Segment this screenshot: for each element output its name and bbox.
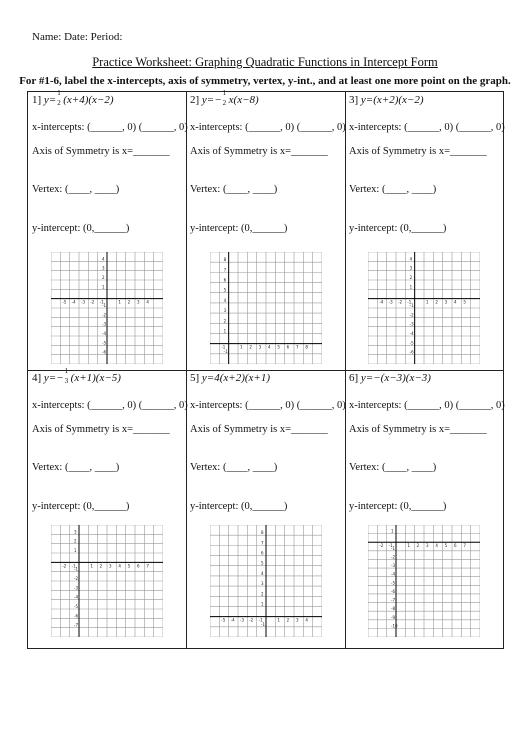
- y-tick-label: -4: [102, 331, 106, 336]
- y-tick-label: -7: [74, 622, 78, 628]
- equation-text: y=−: [201, 94, 222, 106]
- problem-equation: [349, 372, 431, 384]
- y-tick-label: -3: [74, 585, 78, 591]
- name-date-period-line: Name: Date: Period:: [32, 31, 123, 43]
- y-tick-label: -1: [102, 303, 106, 308]
- y-tick-label: 1: [102, 284, 105, 290]
- y-tick-label: 2: [409, 275, 413, 280]
- y-tick-label: 3: [261, 581, 264, 587]
- y-intercept-prompt[interactable]: y-intercept: (0,______): [349, 501, 447, 512]
- coordinate-grid[interactable]: [368, 525, 480, 637]
- y-tick-label: 2: [223, 318, 227, 324]
- axis-of-symmetry-prompt[interactable]: Axis of Symmetry is x=_______: [32, 146, 170, 157]
- y-tick-label: 4: [261, 570, 264, 576]
- y-tick-label: 3: [102, 265, 105, 271]
- instructions: For #1-6, label the x-intercepts, axis of symmetry, vertex, y-int., and at least one more point on the graph.: [19, 75, 511, 87]
- y-intercept-prompt[interactable]: y-intercept: (0,______): [32, 501, 130, 512]
- x-tick-label: 5: [444, 543, 448, 549]
- x-intercepts-prompt[interactable]: x-intercepts: (______, 0) (______, 0): [190, 122, 346, 133]
- y-tick-label: -9: [391, 614, 395, 620]
- x-tick-label: 3: [137, 299, 140, 305]
- x-tick-label: 3: [426, 543, 429, 549]
- y-tick-label: -1: [391, 545, 395, 551]
- x-tick-label: 7: [463, 543, 466, 549]
- coordinate-grid[interactable]: [51, 525, 163, 637]
- y-tick-label: -6: [74, 613, 78, 619]
- x-tick-label: 5: [463, 299, 466, 305]
- y-tick-label: -8: [391, 606, 395, 612]
- x-intercepts-prompt[interactable]: x-intercepts: (______, 0) (______, 0): [349, 400, 505, 411]
- axis-of-symmetry-prompt[interactable]: Axis of Symmetry is x=_______: [32, 424, 170, 435]
- x-intercepts-prompt[interactable]: x-intercepts: (______, 0) (______, 0): [190, 400, 346, 411]
- y-intercept-prompt[interactable]: y-intercept: (0,______): [349, 223, 447, 234]
- x-tick-label: 4: [305, 617, 308, 623]
- x-tick-label: 3: [109, 563, 112, 569]
- y-tick-label: -4: [391, 571, 395, 577]
- y-tick-label: 5: [223, 287, 227, 293]
- x-tick-label: 3: [296, 617, 299, 623]
- y-intercept-prompt[interactable]: y-intercept: (0,______): [190, 501, 288, 512]
- problem-cell-4: [28, 367, 188, 648]
- y-tick-label: 5: [261, 560, 264, 566]
- x-intercepts-prompt[interactable]: x-intercepts: (______, 0) (______, 0): [349, 122, 505, 133]
- problem-number: 5]: [190, 372, 202, 384]
- x-tick-label: -4: [230, 617, 235, 623]
- y-intercept-prompt[interactable]: y-intercept: (0,______): [190, 223, 288, 234]
- x-tick-label: -1: [99, 299, 104, 305]
- y-tick-label: 2: [102, 275, 105, 280]
- equation-fraction: 1 3: [64, 367, 69, 385]
- equation-text: y=(x+2)(x−2): [360, 94, 424, 106]
- problem-number: 1]: [32, 94, 44, 106]
- axis-of-symmetry-prompt[interactable]: Axis of Symmetry is x=_______: [349, 146, 487, 157]
- vertex-prompt[interactable]: Vertex: (____, ____): [349, 462, 437, 473]
- vertex-prompt[interactable]: Vertex: (____, ____): [190, 462, 278, 473]
- y-tick-label: 3: [409, 265, 413, 271]
- x-tick-label: 1: [240, 344, 243, 350]
- x-tick-label: 7: [146, 563, 149, 569]
- problem-cell-3: [345, 92, 503, 370]
- x-tick-label: -4: [71, 299, 76, 305]
- problem-cell-6: [345, 370, 503, 648]
- worksheet-title: Practice Worksheet: Graphing Quadratic Functions in Intercept Form: [92, 55, 438, 69]
- y-tick-label: -5: [74, 604, 78, 609]
- y-tick-label: 1: [261, 601, 264, 607]
- x-tick-label: -3: [388, 299, 393, 305]
- y-tick-label: -5: [102, 340, 106, 346]
- x-intercepts-prompt[interactable]: x-intercepts: (______, 0) (______, 0): [32, 122, 188, 133]
- x-tick-label: -3: [81, 299, 85, 305]
- x-tick-label: -1: [221, 344, 226, 350]
- y-tick-label: 4: [223, 297, 227, 303]
- problem-number: 3]: [349, 94, 361, 106]
- x-tick-label: 6: [454, 543, 457, 549]
- x-tick-label: 1: [407, 543, 410, 549]
- x-tick-label: 2: [286, 617, 290, 623]
- x-tick-label: 2: [416, 543, 420, 549]
- problem-grid: [27, 91, 504, 649]
- y-tick-label: 6: [261, 550, 264, 556]
- x-tick-label: 2: [435, 299, 438, 305]
- equation-text: (x+4)(x−2): [63, 94, 114, 106]
- y-tick-label: -2: [102, 312, 106, 318]
- x-tick-label: -2: [249, 617, 254, 623]
- vertex-prompt[interactable]: Vertex: (____, ____): [32, 462, 120, 473]
- y-tick-label: 7: [223, 267, 227, 273]
- y-tick-label: -1: [409, 303, 414, 308]
- coordinate-grid[interactable]: [51, 252, 163, 364]
- x-tick-label: 2: [249, 344, 252, 350]
- y-intercept-prompt[interactable]: y-intercept: (0,______): [32, 223, 130, 234]
- y-tick-label: 6: [223, 277, 227, 283]
- y-tick-label: -6: [102, 349, 106, 355]
- x-tick-label: 6: [137, 563, 140, 569]
- coordinate-grid[interactable]: [210, 525, 322, 637]
- x-tick-label: 4: [118, 563, 121, 569]
- y-tick-label: 3: [223, 308, 227, 314]
- problem-cell-2: [186, 89, 346, 370]
- x-tick-label: -1: [407, 299, 412, 305]
- x-tick-label: -3: [240, 617, 244, 623]
- y-tick-label: 2: [74, 538, 77, 544]
- x-tick-label: 7: [296, 344, 299, 350]
- y-tick-label: -3: [409, 321, 414, 327]
- x-tick-label: -1: [388, 543, 393, 549]
- problem-equation: [190, 89, 259, 107]
- axis-of-symmetry-prompt[interactable]: Axis of Symmetry is x=_______: [349, 424, 487, 435]
- y-tick-label: -3: [391, 563, 395, 569]
- y-tick-label: 1: [74, 548, 77, 553]
- problem-equation: [349, 94, 424, 106]
- x-intercepts-prompt[interactable]: x-intercepts: (______, 0) (______, 0): [32, 400, 188, 411]
- y-tick-label: -4: [409, 331, 414, 336]
- equation-text: (x+1)(x−5): [70, 372, 121, 384]
- x-tick-label: -5: [62, 299, 67, 305]
- y-tick-label: -3: [102, 321, 106, 327]
- x-tick-label: 1: [277, 617, 280, 623]
- y-tick-label: 3: [74, 529, 77, 535]
- x-tick-label: 1: [118, 299, 121, 305]
- equation-text: y=−: [43, 372, 64, 384]
- vertex-prompt[interactable]: Vertex: (____, ____): [190, 184, 278, 195]
- x-tick-label: -4: [379, 299, 384, 305]
- x-tick-label: -2: [398, 299, 402, 305]
- x-tick-label: -2: [62, 563, 67, 569]
- x-tick-label: -1: [258, 617, 263, 623]
- x-tick-label: 5: [277, 344, 280, 350]
- y-tick-label: -5: [391, 580, 395, 586]
- problem-equation: [190, 372, 270, 384]
- vertex-prompt[interactable]: Vertex: (____, ____): [32, 184, 120, 195]
- x-tick-label: 4: [268, 344, 271, 350]
- y-tick-label: -4: [74, 594, 78, 600]
- equation-fraction: 1 2: [222, 89, 227, 107]
- x-tick-label: 1: [426, 299, 429, 305]
- equation-text: y=: [43, 94, 57, 106]
- y-tick-label: -1: [74, 566, 78, 572]
- x-tick-label: -1: [71, 563, 76, 569]
- x-tick-label: -2: [90, 299, 95, 305]
- y-tick-label: 1: [391, 528, 394, 534]
- x-tick-label: 1: [90, 563, 93, 569]
- y-tick-label: 8: [261, 530, 264, 536]
- problem-equation: [32, 367, 121, 385]
- equation-fraction: 1 2: [57, 89, 61, 107]
- problem-number: 6]: [349, 372, 361, 384]
- coordinate-grid[interactable]: [368, 252, 480, 364]
- equation-text: x(x−8): [228, 94, 259, 106]
- equation-text: y=−(x−3)(x−3): [360, 372, 431, 384]
- x-tick-label: -5: [221, 617, 226, 623]
- x-tick-label: 4: [454, 299, 457, 305]
- y-tick-label: -7: [391, 597, 395, 603]
- x-tick-label: 4: [435, 543, 438, 549]
- x-tick-label: 3: [444, 299, 448, 305]
- y-tick-label: -2: [74, 576, 78, 581]
- axis-of-symmetry-prompt[interactable]: Axis of Symmetry is x=_______: [190, 146, 328, 157]
- y-tick-label: -2: [409, 312, 414, 318]
- y-tick-label: 4: [409, 256, 413, 262]
- y-tick-label: 4: [102, 256, 105, 262]
- axis-of-symmetry-prompt[interactable]: Axis of Symmetry is x=_______: [190, 424, 328, 435]
- x-tick-label: -2: [379, 543, 384, 549]
- vertex-prompt[interactable]: Vertex: (____, ____): [349, 184, 437, 195]
- problem-cell-5: [186, 370, 345, 648]
- x-tick-label: 4: [146, 299, 149, 305]
- y-tick-label: -10: [391, 623, 398, 629]
- y-tick-label: 1: [409, 284, 413, 290]
- problem-cell-1: [28, 89, 188, 370]
- y-tick-label: -2: [391, 554, 395, 560]
- problem-equation: [32, 89, 114, 107]
- coordinate-grid[interactable]: [210, 252, 322, 364]
- problem-number: 4]: [32, 372, 44, 384]
- problem-number: 2]: [190, 94, 202, 106]
- equation-text: y=4(x+2)(x+1): [201, 372, 270, 384]
- y-tick-label: 2: [261, 591, 264, 597]
- y-tick-label: -1: [261, 621, 265, 627]
- y-tick-label: 1: [223, 328, 227, 334]
- y-tick-label: -6: [391, 588, 395, 594]
- x-tick-label: 6: [286, 344, 290, 350]
- x-tick-label: 3: [258, 344, 262, 350]
- y-tick-label: 8: [223, 257, 227, 263]
- x-tick-label: 5: [127, 563, 131, 569]
- y-tick-label: -5: [409, 340, 414, 346]
- x-tick-label: 2: [127, 299, 131, 305]
- y-tick-label: -6: [409, 349, 414, 355]
- y-tick-label: 7: [261, 540, 264, 546]
- x-tick-label: 2: [99, 563, 103, 569]
- y-tick-label: -1: [223, 348, 228, 354]
- x-tick-label: 8: [305, 344, 308, 350]
